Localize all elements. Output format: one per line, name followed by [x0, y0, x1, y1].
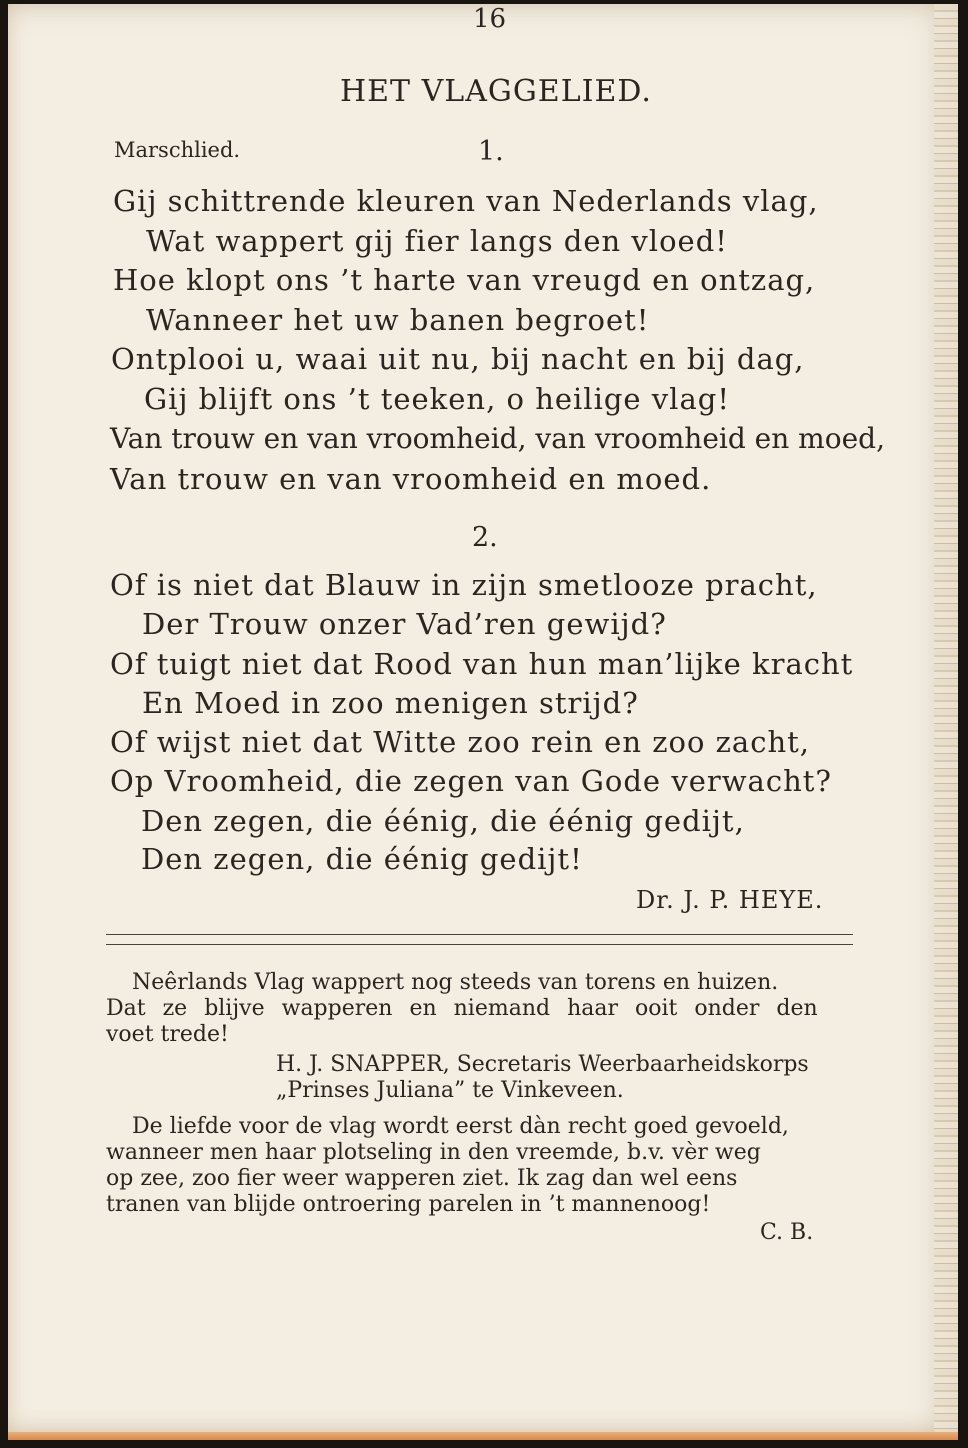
verse-line: Wanneer het uw banen begroet! [146, 303, 650, 337]
verse-line: Gij blijft ons ’t teeken, o heilige vlag! [144, 382, 730, 416]
page-bottom-edge [8, 1432, 958, 1440]
note-signature: „Prinses Juliana” te Vinkeveen. [276, 1078, 624, 1103]
verse-line: Wat wappert gij fier langs den vloed! [146, 224, 728, 258]
page-title: HET VLAGGELIED. [340, 74, 652, 109]
note-signature: H. J. SNAPPER, Secretaris Weerbaarheidskorps [276, 1052, 809, 1077]
verse-line: Ontplooi u, waai uit nu, bij nacht en bij dag, [111, 342, 805, 376]
note-line: Dat ze blijve wapperen en niemand haar ooit onder den [106, 996, 818, 1021]
note-line: tranen van blijde ontroering parelen in ’t mannenoog! [106, 1192, 711, 1217]
note-line: wanneer men haar plotseling in den vreemde, b.v. vèr weg [106, 1140, 761, 1165]
verse-line: En Moed in zoo menigen strijd? [142, 686, 639, 720]
verse-line: Gij schittrende kleuren van Nederlands vlag, [113, 184, 819, 218]
song-subtitle: Marschlied. [114, 138, 241, 162]
separator-rule [106, 944, 853, 945]
verse-line: Op Vroomheid, die zegen van Gode verwacht? [110, 764, 832, 798]
verse-line: Of tuigt niet dat Rood van hun man’lijke kracht [110, 647, 854, 681]
author-name: Dr. J. P. HEYE. [636, 886, 824, 914]
verse-line: Van trouw en van vroomheid, van vroomheid en moed, [110, 422, 885, 455]
note-line: Neêrlands Vlag wappert nog steeds van torens en huizen. [132, 970, 779, 995]
note-signature: C. B. [760, 1220, 814, 1245]
note-line: op zee, zoo fier weer wapperen ziet. Ik zag dan wel eens [106, 1166, 738, 1191]
verse-line: Hoe klopt ons ’t harte van vreugd en ontzag, [113, 263, 816, 297]
page-number: 16 [473, 4, 507, 34]
stanza-number: 2. [472, 522, 498, 553]
verse-line: Den zegen, die éénig gedijt! [141, 842, 583, 876]
verse-line: Der Trouw onzer Vad’ren gewijd? [142, 607, 667, 641]
verse-line: Of is niet dat Blauw in zijn smetlooze pracht, [110, 568, 818, 602]
author-signature [636, 886, 823, 914]
separator-rule [106, 934, 853, 935]
note-line: De liefde voor de vlag wordt eerst dàn recht goed gevoeld, [132, 1114, 789, 1139]
page-spine-edge [934, 4, 958, 1440]
note-line: voet trede! [106, 1022, 229, 1047]
verse-line: Van trouw en van vroomheid en moed. [110, 462, 712, 496]
verse-line: Of wijst niet dat Witte zoo rein en zoo zacht, [110, 725, 810, 759]
verse-line: Den zegen, die éénig, die éénig gedijt, [141, 804, 745, 838]
book-page [8, 4, 958, 1440]
stanza-number: 1. [478, 136, 504, 167]
